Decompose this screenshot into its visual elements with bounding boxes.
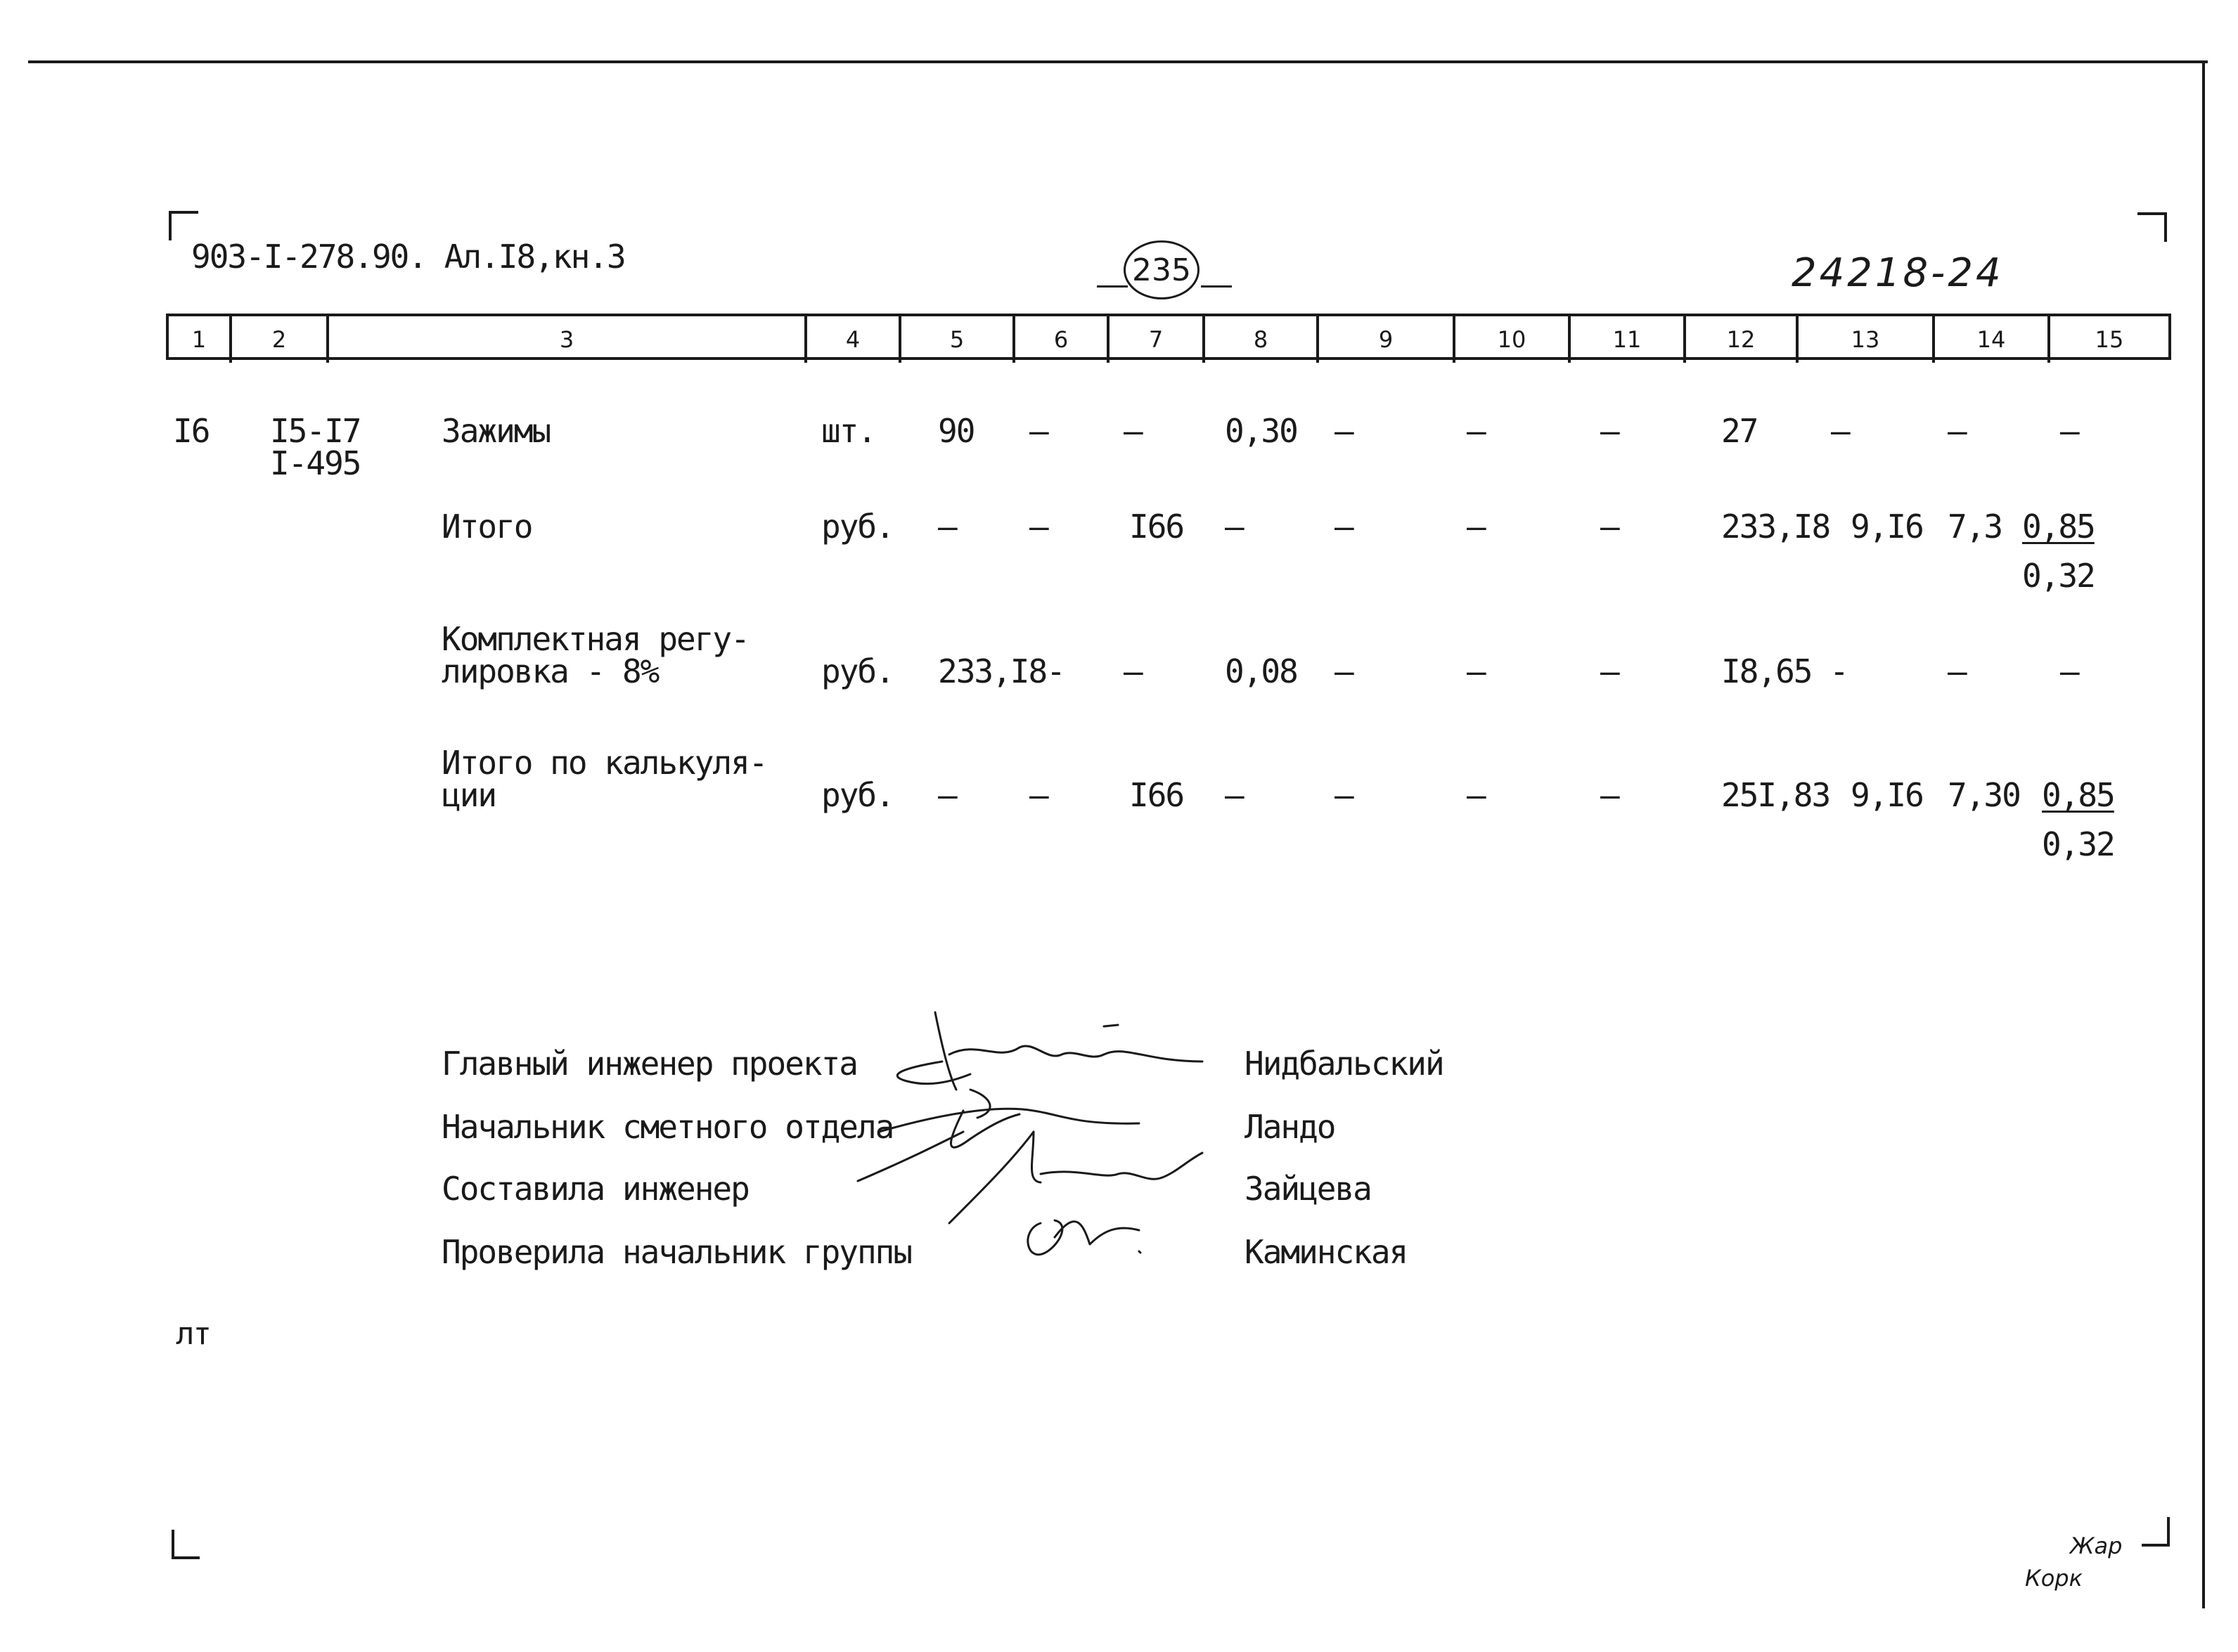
corner-mark-br-h bbox=[2142, 1544, 2170, 1547]
corner-handwritten-note: Корк bbox=[2025, 1565, 2083, 1592]
cell-col12: 27 bbox=[1721, 412, 1758, 450]
cell-col10: – bbox=[1467, 508, 1485, 546]
cell-col11: – bbox=[1600, 412, 1619, 450]
column-header-3: 3 bbox=[329, 316, 807, 363]
corner-mark-tr-v bbox=[2164, 212, 2167, 242]
cell-col8: – bbox=[1225, 508, 1243, 546]
cell-code: I5-I7 bbox=[270, 412, 361, 450]
cell-unit: руб. bbox=[821, 652, 894, 690]
cell-col11: – bbox=[1600, 652, 1619, 690]
page-number-dash-left bbox=[1097, 285, 1128, 288]
page-number-circle bbox=[1124, 240, 1200, 299]
corner-mark-tr-h bbox=[2137, 212, 2167, 215]
signature-role: Проверила начальник группы bbox=[442, 1233, 912, 1271]
column-header-11: 11 bbox=[1571, 316, 1686, 363]
cell-col9: – bbox=[1335, 508, 1353, 546]
cell-unit: руб. bbox=[821, 508, 894, 546]
column-header-9: 9 bbox=[1319, 316, 1455, 363]
corner-mark-bl-h bbox=[172, 1556, 200, 1559]
cell-code-line2: I-495 bbox=[270, 444, 361, 482]
cell-col15-numerator: 0,85 bbox=[2042, 776, 2114, 814]
cell-col14: 7,30 bbox=[1948, 776, 2020, 814]
cell-col5: 233,I8- bbox=[938, 652, 1065, 690]
corner-mark-br-v bbox=[2167, 1517, 2170, 1547]
document-code: 903-I-278.90. Ал.I8,кн.3 bbox=[191, 238, 625, 276]
page-number: 235 bbox=[1132, 252, 1191, 288]
cell-col10: – bbox=[1467, 776, 1485, 814]
signature-name: Зайцева bbox=[1245, 1170, 1371, 1208]
cell-col12: 25I,83 bbox=[1721, 776, 1830, 814]
column-header-8: 8 bbox=[1205, 316, 1319, 363]
cell-col5: 90 bbox=[938, 412, 975, 450]
cell-col9: – bbox=[1335, 776, 1353, 814]
signature-role: Составила инженер bbox=[442, 1170, 749, 1208]
cell-col5: – bbox=[938, 776, 956, 814]
column-header-10: 10 bbox=[1455, 316, 1571, 363]
column-header-12: 12 bbox=[1686, 316, 1799, 363]
corner-mark-bl-v bbox=[172, 1530, 174, 1559]
cell-name-line2: лировка - 8% bbox=[442, 652, 659, 690]
column-header-6: 6 bbox=[1015, 316, 1110, 363]
cell-name: Итого по калькуля- bbox=[442, 744, 767, 782]
cell-col12: I8,65 - bbox=[1721, 652, 1848, 690]
column-header-1: 1 bbox=[169, 316, 232, 363]
column-header-row bbox=[166, 314, 2171, 360]
cell-col8: 0,08 bbox=[1225, 652, 1297, 690]
cell-name-line2: ции bbox=[442, 776, 496, 814]
cell-col6: – bbox=[1029, 508, 1048, 546]
column-header-5: 5 bbox=[901, 316, 1015, 363]
cell-name: Итого bbox=[442, 508, 532, 546]
signature-name: Каминская bbox=[1245, 1233, 1408, 1271]
cell-col5: – bbox=[938, 508, 956, 546]
cell-col14: – bbox=[1948, 412, 1966, 450]
signature-name: Ландо bbox=[1245, 1108, 1335, 1146]
cell-col13: 9,I6 bbox=[1851, 508, 1923, 546]
cell-col15: – bbox=[2060, 412, 2078, 450]
cell-col15-denominator: 0,32 bbox=[2042, 825, 2114, 863]
cell-col7: – bbox=[1124, 412, 1142, 450]
cell-unit: шт. bbox=[821, 412, 876, 450]
cell-col7: – bbox=[1124, 652, 1142, 690]
inventory-number: 24218-24 bbox=[1792, 250, 2004, 296]
cell-position: I6 bbox=[173, 412, 210, 450]
cell-col9: – bbox=[1335, 652, 1353, 690]
column-header-15: 15 bbox=[2095, 326, 2124, 353]
column-header-14: 14 bbox=[1935, 316, 2050, 363]
cell-col8: 0,30 bbox=[1225, 412, 1297, 450]
cell-col6: – bbox=[1029, 776, 1048, 814]
cell-col14: 7,3 bbox=[1948, 508, 2002, 546]
column-header-7: 7 bbox=[1110, 316, 1205, 363]
signature-role: Главный инженер проекта bbox=[442, 1045, 857, 1083]
cell-name: Комплектная регу- bbox=[442, 620, 749, 658]
column-header-13: 13 bbox=[1799, 316, 1935, 363]
cell-col12: 233,I8 bbox=[1721, 508, 1830, 546]
cell-unit: руб. bbox=[821, 776, 894, 814]
right-edge-rule bbox=[2202, 62, 2205, 1608]
cell-col13: 9,I6 bbox=[1851, 776, 1923, 814]
cell-col14: – bbox=[1948, 652, 1966, 690]
cell-col7: I66 bbox=[1129, 776, 1184, 814]
cell-col11: – bbox=[1600, 508, 1619, 546]
signature-role: Начальник сметного отдела bbox=[442, 1108, 894, 1146]
corner-handwritten-note: Жар bbox=[2070, 1532, 2123, 1559]
top-rule bbox=[28, 60, 2208, 63]
cell-col10: – bbox=[1467, 652, 1485, 690]
cell-col10: – bbox=[1467, 412, 1485, 450]
handwritten-signatures bbox=[809, 998, 1245, 1293]
cell-col7: I66 bbox=[1129, 508, 1184, 546]
corner-mark-tl-v bbox=[169, 211, 172, 240]
cell-col11: – bbox=[1600, 776, 1619, 814]
cell-col9: – bbox=[1335, 412, 1353, 450]
column-header-2: 2 bbox=[232, 316, 329, 363]
cell-col15-numerator: 0,85 bbox=[2022, 508, 2095, 546]
corner-mark-tl-h bbox=[169, 211, 198, 214]
typist-initials: лт bbox=[176, 1316, 210, 1352]
cell-col15: – bbox=[2060, 652, 2078, 690]
cell-name: Зажимы bbox=[442, 412, 551, 450]
signature-name: Нидбальский bbox=[1245, 1045, 1443, 1083]
cell-col15-denominator: 0,32 bbox=[2022, 557, 2095, 595]
page-number-dash-right bbox=[1201, 285, 1232, 288]
cell-col13: – bbox=[1831, 412, 1849, 450]
column-header-4: 4 bbox=[807, 316, 901, 363]
cell-col6: – bbox=[1029, 412, 1048, 450]
cell-col8: – bbox=[1225, 776, 1243, 814]
